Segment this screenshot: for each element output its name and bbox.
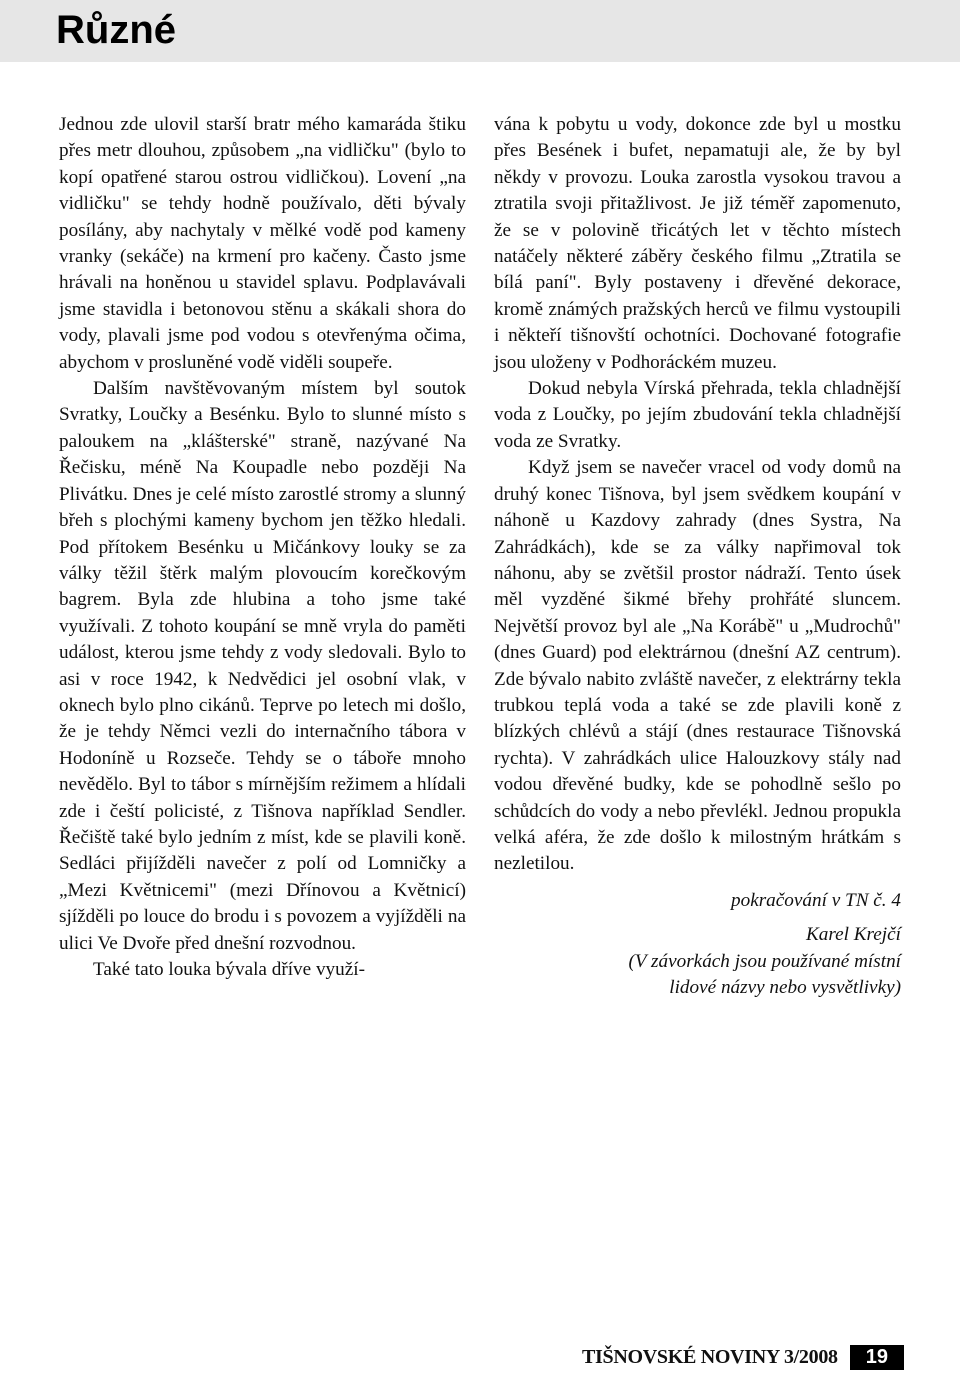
article-paragraph: Také tato louka bývala dříve využí- bbox=[93, 959, 365, 980]
article-paragraph: Když jsem se navečer vracel od vody domů na druhý konec Tišnova, byl jsem svědkem koupání v náhoně u Kazdovy zahrady (dnes Systra, Na Zahrádkách), kde se za války napřimoval tok náhonu, aby se zvětšil prostor nádraží. Tento úsek měl vyzděné šikmé břehy prohřáté sluncem. Největší provoz byl ale „Na Korábě" u „Mudrochů" (dnes Guard) pod elektrárnou (dnešní AZ centrum). Zde bývalo nabito zvláště navečer, z elektrárny tekla trubkou teplá voda a také se zde plavili koně z blízkých chlévů a stájí (dnes restaurace Tišnovská rychta). V zahrádkách ulice Halouzkovy stály nad vodou dřevěné budky, kde se pohodlně sešlo po schůdcích do vody a nebo převlékl. Jednou propukla velká aféra, že zde došlo k milostným hrátkám s nezletilou. bbox=[494, 457, 901, 875]
article-column-left bbox=[59, 112, 466, 983]
page-number: 19 bbox=[850, 1345, 904, 1370]
author-block bbox=[494, 922, 901, 1001]
page-footer bbox=[582, 1345, 904, 1370]
author-note: (V závorkách jsou používané místní bbox=[628, 950, 901, 972]
author-note: lidové názvy nebo vysvětlivky) bbox=[669, 977, 901, 998]
section-title: Různé bbox=[56, 8, 176, 52]
article-column-right bbox=[494, 112, 901, 1001]
article-paragraph: vána k pobytu u vody, dokonce zde byl u mostku přes Besének i bufet, nepamatuji ale, že by byl někdy v provozu. Louka zarostla vysokou travou a ztratila svoji přitažlivost. Je již téměř zapomenuto, že se v polovině třicátých let v těchto místech natáčely některé záběry českého filmu „Ztratila se bílá paní". Byly postaveny i dřevěné dekorace, kromě známých pražských herců ve filmu vystoupili i někteří tišnovští ochotníci. Dochované fotografie jsou uloženy v Podhoráckém muzeu. bbox=[494, 114, 901, 373]
article-paragraph: Jednou zde ulovil starší bratr mého kamaráda štiku přes metr dlouhou, způsobem „na vidličku" (bylo to kopí opatřené starou ostrou vidličkou). Lovení „na vidličku" se tehdy hodně používalo, děti bývaly posílány, aby nachytaly v mělké vodě pod kameny vranky (sekáče) na krmení pro kačeny. Často jsme hrávali na honěnou u stavidel splavu. Podplavávali jsme stavidla i betonovou stěnu a skákali shora do vody, plavali jsme pod vodou s otevřenýma očima, abychom v prosluněné vodě viděli soupeře. bbox=[59, 114, 466, 373]
publication-name: TIŠNOVSKÉ NOVINY 3/2008 bbox=[582, 1346, 838, 1368]
article-paragraph: Dokud nebyla Vírská přehrada, tekla chladnější voda z Loučky, po jejím zbudování tekla chladnější voda ze Svratky. bbox=[494, 378, 901, 452]
continuation-note: pokračování v TN č. 4 bbox=[731, 889, 901, 911]
author-name: Karel Krejčí bbox=[805, 924, 901, 946]
article-paragraph: Dalším navštěvovaným místem byl soutok Svratky, Loučky a Besénku. Bylo to slunné místo s paloukem na „klášterské" straně, nazývané Na Řečisku, méně Na Koupadle nebo později Na Plivátku. Dnes je celé místo zarostlé stromy a slunný břeh s plochými kameny bychom jen těžko hledali. Pod přítokem Besénku u Mičánkovy louky se za války těžil štěrk malým plovoucím korečkovým bagrem. Byla zde hlubina a toho jsme také využívali. Z tohoto koupání se mně vryla do paměti událost, kterou jsme tehdy z vody sledovali. Bylo to asi v roce 1942, k Nedvědici jel osobní vlak, v oknech bylo plno cikánů. Teprve po letech mi došlo, že je tehdy Němci vezli do internačního tábora v Hodoníně u Rozseče. Tehdy se o táboře mnoho nevědělo. Byl to tábor s mírnějším režimem a hlídali zde i čeští policisté, z Tišnova například Sendler. Řečiště také bylo jedním z míst, kde se plavili koně. Sedláci přijížděli navečer z polí od Lomničky a „Mezi Květnicemi" (mezi Dřínovou a Květnicí) sjížděli po louce do brodu i s povozem a vyjížděli na ulici Ve Dvoře před dnešní rozvodnou. bbox=[59, 378, 466, 954]
